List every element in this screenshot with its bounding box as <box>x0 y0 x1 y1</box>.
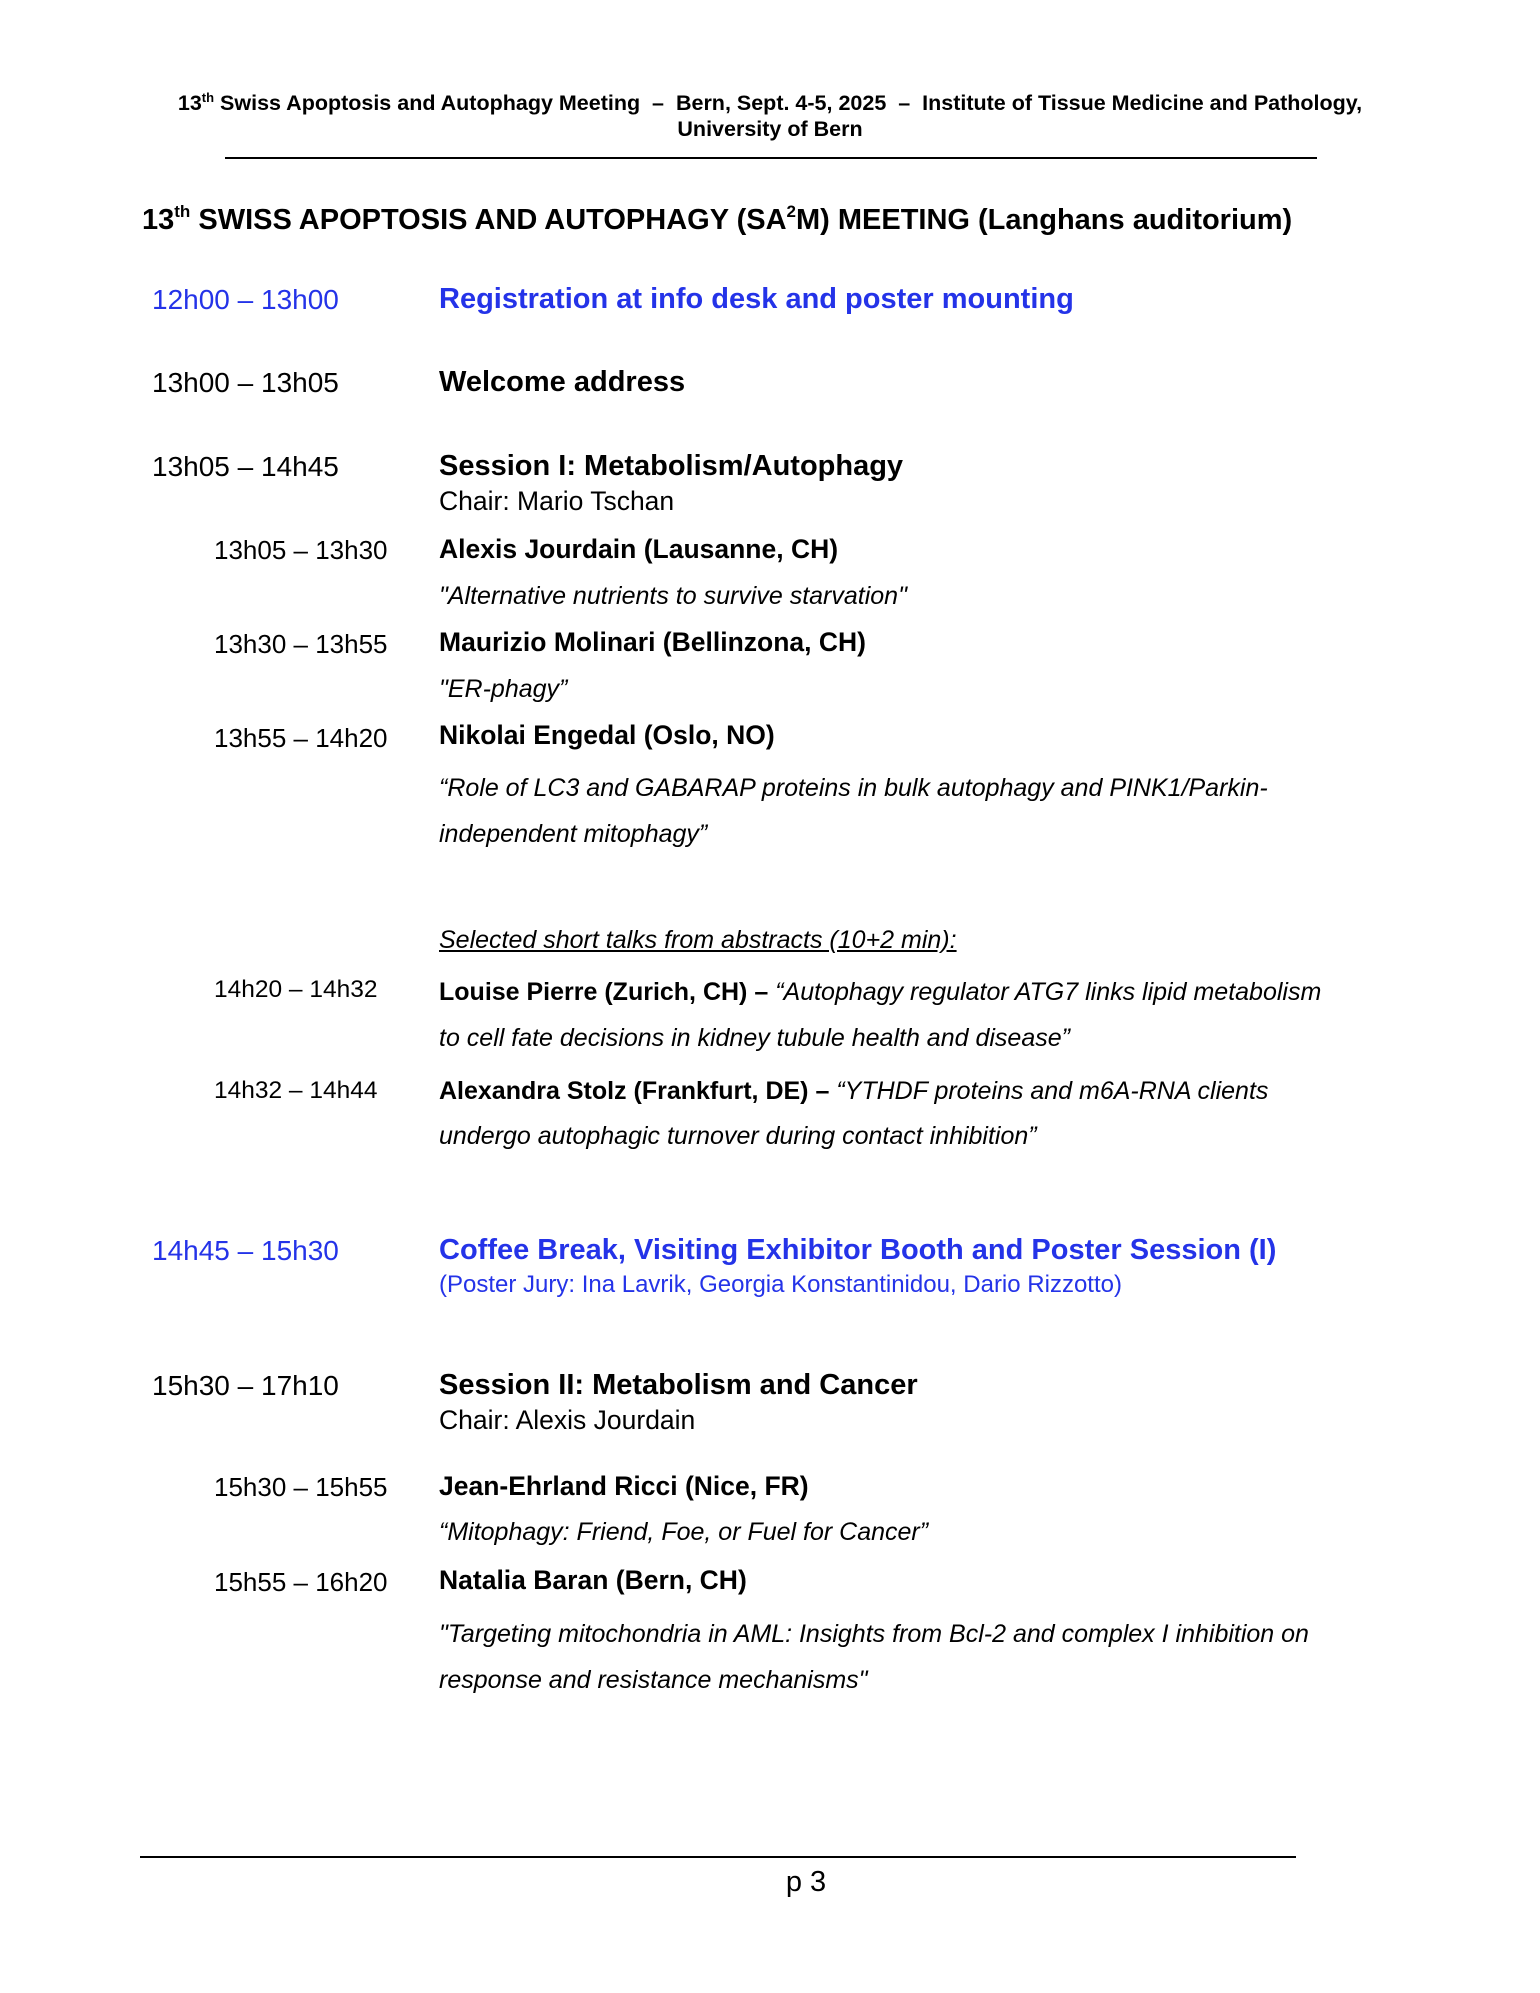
header-rule <box>225 157 1317 159</box>
page-number: p 3 <box>785 1866 827 1898</box>
registration-time: 12h00 – 13h00 <box>152 284 339 315</box>
talk-speaker: Natalia Baran (Bern, CH) <box>439 1565 747 1595</box>
talk-speaker: Nikolai Engedal (Oslo, NO) <box>439 720 775 750</box>
running-header-line2: University of Bern <box>677 117 863 141</box>
short-talk-title-line2: undergo autophagic turnover during contact inhibition” <box>439 1122 1037 1150</box>
talk-speaker: Alexis Jourdain (Lausanne, CH) <box>439 534 839 564</box>
talk-title: “Mitophagy: Friend, Foe, or Fuel for Cancer” <box>439 1518 929 1546</box>
welcome-label: Welcome address <box>439 366 686 398</box>
talk-speaker: Jean-Ehrland Ricci (Nice, FR) <box>439 1471 809 1501</box>
short-talk-line1 <box>439 1077 1268 1106</box>
session2-chair: Chair: Alexis Jourdain <box>439 1405 696 1435</box>
short-talk-line1 <box>439 978 1321 1007</box>
talk-title-line1: "Targeting mitochondria in AML: Insights from Bcl-2 and complex I inhibition on <box>439 1620 1309 1648</box>
running-header-line1: 13th Swiss Apoptosis and Autophagy Meeting – Bern, Sept. 4-5, 2025 – Institute of Tissue Medicine and Pathology, <box>177 90 1363 115</box>
coffee-time: 14h45 – 15h30 <box>152 1235 339 1266</box>
session2-time: 15h30 – 17h10 <box>152 1370 339 1401</box>
talk-title-line2: independent mitophagy” <box>439 820 708 848</box>
short-talk-title: “YTHDF proteins and m6A-RNA clients <box>836 1077 1269 1105</box>
talk-title-line2: response and resistance mechanisms" <box>439 1666 868 1694</box>
poster-jury: (Poster Jury: Ina Lavrik, Georgia Konstantinidou, Dario Rizzotto) <box>439 1271 1122 1298</box>
short-talk-speaker: Alexandra Stolz (Frankfurt, DE) – <box>439 1077 830 1105</box>
session1-chair: Chair: Mario Tschan <box>439 486 675 516</box>
short-talk-title: “Autophagy regulator ATG7 links lipid metabolism <box>775 978 1322 1006</box>
session1-time: 13h05 – 14h45 <box>152 451 339 482</box>
page-title: 13th SWISS APOPTOSIS AND AUTOPHAGY $(SA^2M)$ MEETING (Langhans auditorium) <box>142 202 1293 236</box>
short-talks-label: Selected short talks from abstracts (10+2 min): <box>439 926 957 954</box>
short-talk-speaker: Louise Pierre (Zurich, CH) – <box>439 978 769 1006</box>
short-talk-time: 14h32 – 14h44 <box>214 1077 378 1104</box>
talk-speaker: Maurizio Molinari (Bellinzona, CH) <box>439 627 866 657</box>
session1-title: Session I: Metabolism/Autophagy <box>439 450 904 482</box>
running-header <box>0 90 1540 142</box>
talk-time: 13h05 – 13h30 <box>214 535 388 565</box>
talk-title: "Alternative nutrients to survive starvation" <box>439 582 907 610</box>
talk-time: 13h30 – 13h55 <box>214 629 388 659</box>
session2-title: Session II: Metabolism and Cancer <box>439 1369 918 1401</box>
talk-title-line1: “Role of LC3 and GABARAP proteins in bulk autophagy and PINK1/Parkin- <box>439 774 1268 802</box>
talk-time: 15h30 – 15h55 <box>214 1472 388 1502</box>
short-talk-title-line2: to cell fate decisions in kidney tubule health and disease” <box>439 1024 1070 1052</box>
short-talk-time: 14h20 – 14h32 <box>214 976 378 1003</box>
talk-time: 15h55 – 16h20 <box>214 1567 388 1597</box>
talk-time: 13h55 – 14h20 <box>214 723 388 753</box>
talk-title: "ER-phagy” <box>439 675 568 703</box>
registration-label: Registration at info desk and poster mounting <box>439 283 1074 315</box>
coffee-label: Coffee Break, Visiting Exhibitor Booth and Poster Session (I) <box>439 1234 1277 1266</box>
footer-rule <box>140 1856 1296 1858</box>
welcome-time: 13h00 – 13h05 <box>152 367 339 398</box>
